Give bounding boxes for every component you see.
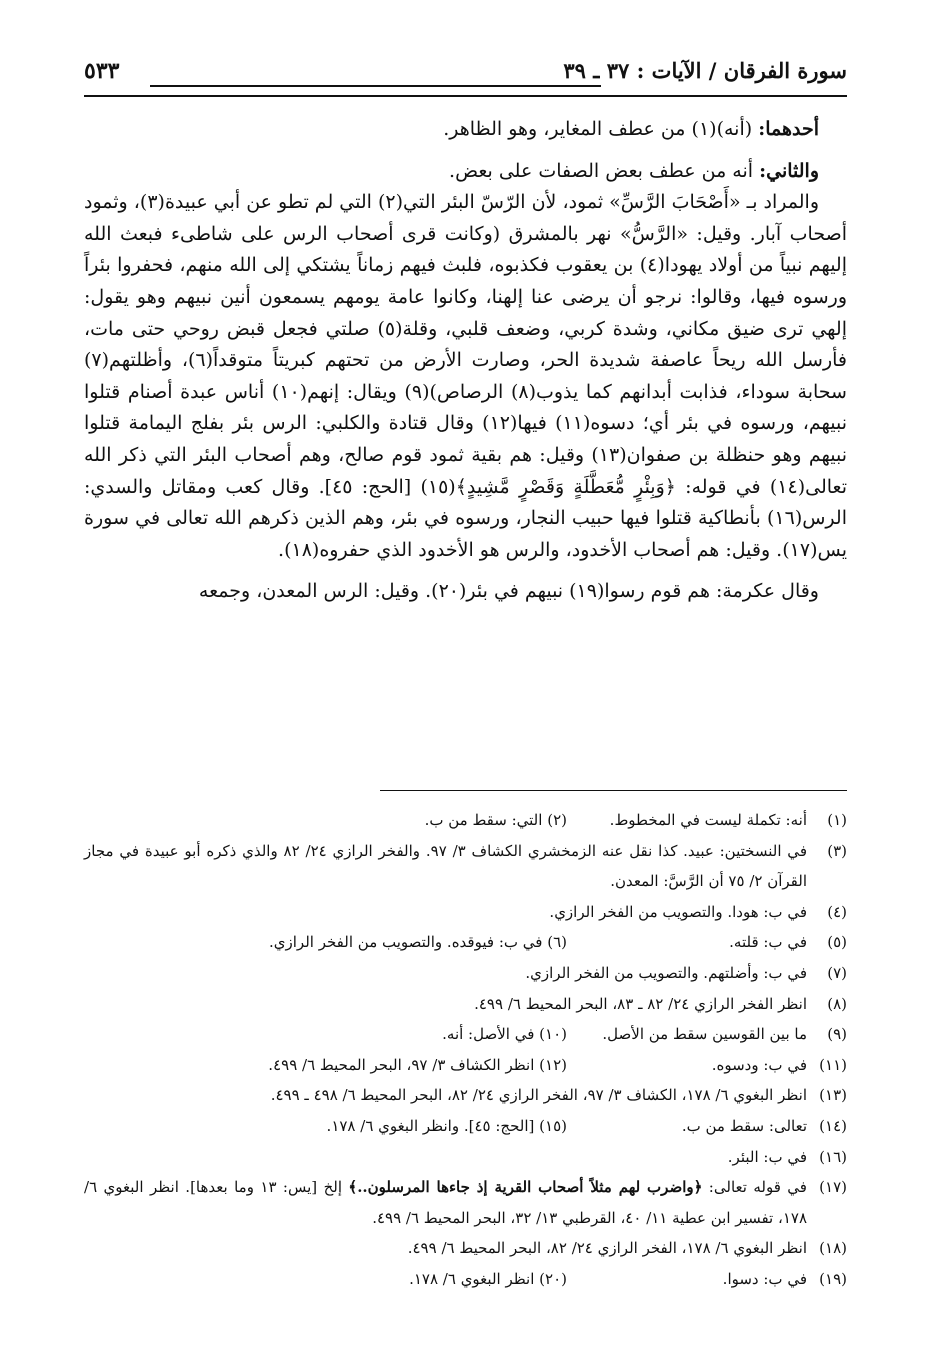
main-text: [84, 114, 847, 608]
footnote-text: انظر الكشاف ٣/ ٩٧، البحر المحيط ٦/ ٤٩٩.: [268, 1055, 535, 1074]
footnote: [84, 1142, 847, 1173]
footnote-text: في ب: دسوا.: [722, 1269, 807, 1288]
footnote-text: في النسختين: عبيد. كذا نقل عنه الزمخشري الكشاف ٣/ ٩٧. والفخر الرازي ٢٤/ ٨٢ والذي ذكره أبو عبيدة في مجاز القرآن ٢/ ٧٥ أن الرَّسَّ: المعدن.: [84, 841, 807, 891]
footnote: [84, 1050, 847, 1081]
footnote-number: (١): [827, 811, 847, 829]
footnote-number: (٤): [827, 902, 847, 921]
paragraph-text: (أنه)(١) من عطف المغاير، وهو الظاهر.: [443, 118, 759, 140]
footnote-text: إلخ [يس: ١٣ وما بعدها]. انظر البغوي ٦/ ١٧٨، تفسير ابن عطية ١١/ ٤٠، القرطبي ١٣/ ٣٢، البحر المحيط ٦/ ٤٩٩.: [84, 1178, 807, 1227]
footnote-number: (١٠): [539, 1025, 567, 1044]
running-title: سورة الفرقان / الآيات : ٣٧ ـ ٣٩: [563, 58, 847, 83]
footnote: [84, 958, 847, 989]
footnote-text: في ب: البئر.: [727, 1147, 807, 1166]
paragraph-ikrima: وقال عكرمة: هم قوم رسوا(١٩) نبيهم في بئر(٢٠). وقيل: الرس المعدن، وجمعه: [198, 580, 819, 603]
lead-word: والثاني:: [759, 159, 819, 182]
quran-quote: ﴿واضرب لهم مثلاً أصحاب القرية إذ جاءها المرسلون..﴾: [348, 1178, 703, 1197]
footnote-text: انظر الفخر الرازي ٢٤/ ٨٢ ـ ٨٣، البحر المحيط ٦/ ٤٩٩.: [474, 994, 807, 1013]
footnote-text: في ب: ودسوه.: [711, 1055, 807, 1074]
footnote-number: (١٦): [819, 1147, 847, 1166]
footnote-text: انظر البغوي ٦/ ١٧٨، الكشاف ٣/ ٩٧، الفخر الرازي ٢٤/ ٨٢، البحر المحيط ٦/ ٤٩٨ ـ ٤٩٩.: [270, 1086, 807, 1105]
footnote-number: (١٣): [819, 1086, 847, 1105]
footnote-text: أنه: تكملة ليست في المخطوط.: [609, 811, 807, 829]
footnote-number: (١٧): [819, 1178, 847, 1197]
footnote-number: (٢): [547, 811, 567, 829]
footnote-number: (٩): [827, 1025, 847, 1044]
paragraph-ras: والمراد بـ «أَصْحَابَ الرَّسِّ» ثمود، لأن الرّسّ البئر التي(٢) التي لم تطو عن أبي عبيدة(٣)، وثمود أصحاب آبار. وقيل: «الرَّسُّ» نهر بالمشرق (وكانت قرى أصحاب الرس على شاطىء فبعث الله إليهم نبياً من أولاد يهودا(٤) بن يعقوب فكذبوه، فلبث فيهم زماناً يشتكي إلى الله منهم، فحفروا بئراً ورسوه فيها، وقالوا: نرجو أن يرضى عنا إلهنا، وكانوا عامة يومهم يسمعون أنين نبيهم وهو يقول: إلهي ترى ضيق مكاني، وشدة كربي، وضعف قلبي، وقلة(٥) صلتي فجعل قبض روحي حتى مات، فأرسل الله ريحاً عاصفة شديدة الحر، وصارت الأرض من تحتهم كبريتاً متوقداً(٦)، وأظلتهم(٧) سحابة سوداء، فذابت أبدانهم كما يذوب(٨) الرصاص)(٩) ويقال: إنهم(١٠) أناس عبدة أصنام قتلوا نبيهم، ورسوه في بئر أي؛ دسوه(١١) فيها(١٢) وقال قتادة والكلبي: الرس بئر بفلج اليمامة قتلوا نبيهم وهو حنظلة بن صفوان(١٣) وقيل: هم بقية ثمود قوم صالح، وهم أصحاب البئر التي ذكر الله تعالى(١٤) في قوله: ﴿وَبِئْرٍ مُّعَطَّلَةٍ وَقَصْرٍ مَّشِيدٍ﴾(١٥) [الحج: ٤٥]. وقال كعب ومقاتل والسدي: الرس(١٦) بأنطاكية قتلوا فيها حبيب النجار، ورسوه في بئر، وهم الذين ذكرهم الله تعالى في سورة يس(١٧). وقيل: هم أصحاب الأخدود، والرس هو الأخدود الذي حفروه(١٨).: [84, 191, 848, 561]
footnote-text: [الحج: ٤٥]. وانظر البغوي ٦/ ١٧٨.: [326, 1116, 535, 1135]
footnotes: [84, 805, 847, 1295]
lead-word: أحدهما:: [758, 118, 819, 140]
footnote-number: (١٢): [539, 1055, 567, 1074]
footnote-number: (٧): [827, 963, 847, 982]
footnote-number: (١٤): [819, 1116, 847, 1135]
footnote: [84, 989, 847, 1020]
footnote-text: في الأصل: أنه.: [442, 1025, 535, 1044]
footnote-text: في ب: هودا. والتصويب من الفخر الرازي.: [549, 902, 807, 921]
footnote-text: في ب: فيوقده. والتصويب من الفخر الرازي.: [269, 933, 543, 952]
footnote-number: (٢٠): [539, 1269, 567, 1288]
footnote: [84, 1111, 847, 1142]
footnote-number: (١٩): [819, 1269, 847, 1288]
footnote-text: ما بين القوسين سقط من الأصل.: [602, 1025, 807, 1044]
footnote-number: (٣): [827, 841, 847, 860]
footnote-text: انظر البغوي ٦/ ١٧٨، الفخر الرازي ٢٤/ ٨٢، البحر المحيط ٦/ ٤٩٩.: [407, 1239, 807, 1258]
footnote-text: في ب: قلته.: [729, 933, 807, 952]
footnote-number: (٦): [547, 933, 567, 952]
footnote: [84, 1172, 847, 1233]
footnote: [84, 1233, 847, 1264]
footnote: [84, 805, 847, 836]
page-number: ٥٣٣: [84, 58, 120, 84]
footnote: [84, 1264, 847, 1295]
footnote-number: (١١): [819, 1055, 847, 1074]
footnote-text: في قوله تعالى:: [702, 1178, 807, 1197]
paragraph-first-view: [84, 114, 847, 146]
page-header: [84, 58, 847, 94]
footnote: [84, 927, 847, 958]
footnote-number: (١٥): [539, 1116, 567, 1135]
footnote-separator: [380, 790, 847, 791]
footnote: [84, 1019, 847, 1050]
footnote-text: تعالى: سقط من ب.: [681, 1116, 807, 1135]
footnote-text: في ب: وأضلتهم. والتصويب من الفخر الرازي.: [525, 963, 807, 982]
header-rule: [150, 85, 601, 87]
footnote-text: انظر البغوي ٦/ ١٧٨.: [409, 1269, 535, 1288]
footnote: [84, 836, 847, 897]
footnote-number: (٥): [827, 933, 847, 952]
footnote-number: (٨): [827, 994, 847, 1013]
paragraph-text: أنه من عطف بعض الصفات على بعض.: [449, 159, 760, 182]
footnote-text: التي: سقط من ب.: [424, 811, 543, 829]
paragraph-second-view: [84, 156, 847, 188]
footnote: [84, 897, 847, 928]
header-divider: [84, 95, 847, 97]
footnote: [84, 1080, 847, 1111]
footnote-number: (١٨): [819, 1239, 847, 1258]
